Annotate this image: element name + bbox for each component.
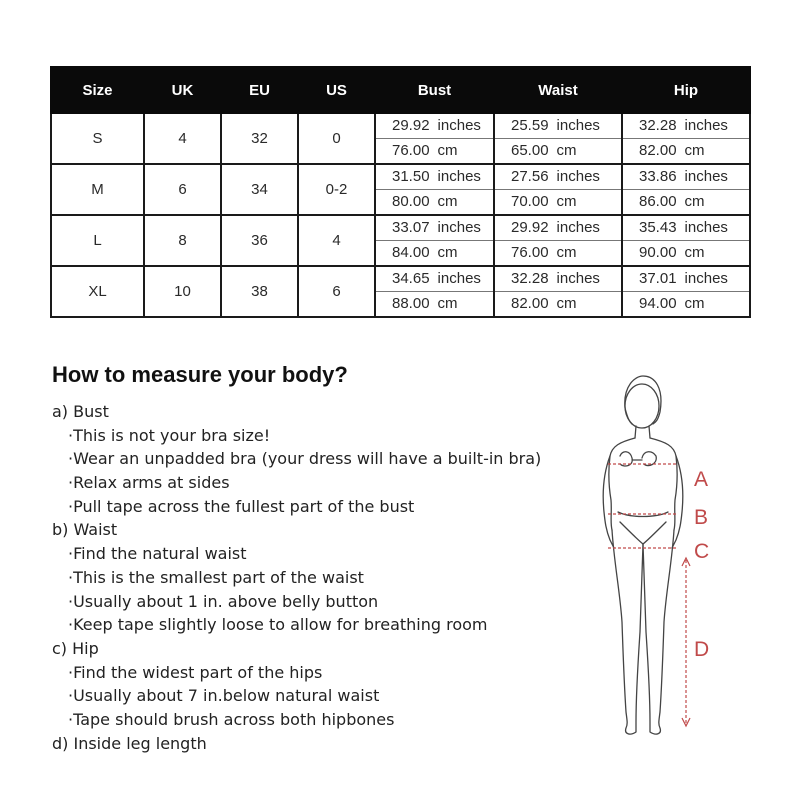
inches-unit: inches [437, 117, 481, 134]
table-header-row [51, 67, 750, 113]
list-item: ·This is the smallest part of the waist [68, 567, 364, 587]
header-uk: UK [144, 67, 221, 113]
cell-waist [494, 215, 622, 266]
cell-us: 0 [298, 113, 375, 164]
cell-hip [622, 266, 750, 317]
cell-uk: 4 [144, 113, 221, 164]
cell-uk: 10 [144, 266, 221, 317]
cm-unit: cm [556, 193, 577, 210]
cell-size: XL [51, 266, 144, 317]
hip-cm-value: 82.00 [639, 142, 677, 159]
inches-unit: inches [684, 117, 728, 134]
table-row [51, 266, 750, 317]
cm-unit: cm [684, 193, 705, 210]
cell-waist [494, 164, 622, 215]
header-eu: EU [221, 67, 298, 113]
cm-unit: cm [437, 244, 458, 261]
waist-inches-value: 29.92 [511, 219, 549, 236]
inches-unit: inches [556, 270, 600, 287]
figure-left-leg [612, 530, 643, 734]
cm-unit: cm [556, 244, 577, 261]
hip-inches-value: 32.28 [639, 117, 677, 134]
header-size: Size [51, 67, 144, 113]
hip-inches-value: 35.43 [639, 219, 677, 236]
cell-eu: 36 [221, 215, 298, 266]
list-item: ·Tape should brush across both hipbones [68, 709, 395, 729]
cell-hip [622, 164, 750, 215]
inches-unit: inches [556, 117, 600, 134]
list-item: ·Keep tape slightly loose to allow for breathing room [68, 615, 488, 635]
bust-inches-value: 34.65 [392, 270, 430, 287]
cell-eu: 38 [221, 266, 298, 317]
list-item: ·Wear an unpadded bra (your dress will have a built-in bra) [68, 449, 542, 469]
cell-hip [622, 215, 750, 266]
inches-unit: inches [684, 168, 728, 185]
label-b: B [694, 506, 709, 529]
cell-size: M [51, 164, 144, 215]
cm-unit: cm [437, 193, 458, 210]
bust-inches-value: 33.07 [392, 219, 430, 236]
list-item: ·Usually about 7 in.below natural waist [68, 686, 380, 706]
list-item: ·Relax arms at sides [68, 473, 230, 493]
label-a: A [694, 468, 709, 491]
cm-unit: cm [684, 244, 705, 261]
cell-size: S [51, 113, 144, 164]
cell-eu: 34 [221, 164, 298, 215]
inches-unit: inches [437, 219, 481, 236]
hip-inches-value: 33.86 [639, 168, 677, 185]
waist-cm-value: 65.00 [511, 142, 549, 159]
bust-inches-value: 29.92 [392, 117, 430, 134]
waist-inches-value: 32.28 [511, 270, 549, 287]
section-heading-hip: c) Hip [52, 638, 99, 658]
list-item: ·Pull tape across the fullest part of the bust [68, 496, 415, 516]
waist-inches-value: 27.56 [511, 168, 549, 185]
hip-inches-value: 37.01 [639, 270, 677, 287]
label-d: D [694, 638, 710, 661]
page-title: How to measure your body? [52, 362, 348, 387]
section-heading-waist: b) Waist [52, 520, 118, 540]
cell-uk: 6 [144, 164, 221, 215]
figure-briefs [618, 512, 668, 544]
cell-uk: 8 [144, 215, 221, 266]
bust-cm-value: 84.00 [392, 244, 430, 261]
inches-unit: inches [556, 219, 600, 236]
cm-unit: cm [437, 142, 458, 159]
cell-us: 6 [298, 266, 375, 317]
header-us: US [298, 67, 375, 113]
table-row [51, 113, 750, 164]
cell-hip [622, 113, 750, 164]
cell-us: 4 [298, 215, 375, 266]
cell-waist [494, 113, 622, 164]
inches-unit: inches [684, 270, 728, 287]
list-item: ·This is not your bra size! [68, 425, 271, 445]
waist-cm-value: 82.00 [511, 295, 549, 312]
hip-cm-value: 90.00 [639, 244, 677, 261]
bust-cm-value: 80.00 [392, 193, 430, 210]
cell-bust [375, 215, 494, 266]
cm-unit: cm [556, 295, 577, 312]
list-item: ·Find the widest part of the hips [68, 662, 323, 682]
header-hip: Hip [622, 67, 750, 113]
figure-hair [625, 376, 661, 424]
size-chart-table [50, 66, 751, 318]
waist-cm-value: 76.00 [511, 244, 549, 261]
table-row [51, 164, 750, 215]
cell-waist [494, 266, 622, 317]
bust-cm-value: 76.00 [392, 142, 430, 159]
cell-bust [375, 113, 494, 164]
cm-unit: cm [437, 295, 458, 312]
cell-size: L [51, 215, 144, 266]
cm-unit: cm [684, 142, 705, 159]
cell-bust [375, 164, 494, 215]
bust-inches-value: 31.50 [392, 168, 430, 185]
cell-bust [375, 266, 494, 317]
inches-unit: inches [437, 270, 481, 287]
hip-cm-value: 94.00 [639, 295, 677, 312]
section-heading-inside-leg: d) Inside leg length [52, 733, 207, 753]
cm-unit: cm [556, 142, 577, 159]
bust-cm-value: 88.00 [392, 295, 430, 312]
inches-unit: inches [556, 168, 600, 185]
list-item: ·Find the natural waist [68, 544, 247, 564]
waist-cm-value: 70.00 [511, 193, 549, 210]
body-measurement-figure [590, 372, 730, 772]
inches-unit: inches [684, 219, 728, 236]
label-c: C [694, 540, 710, 563]
header-bust: Bust [375, 67, 494, 113]
list-item: ·Usually about 1 in. above belly button [68, 591, 379, 611]
measurement-instructions [52, 400, 592, 755]
cm-unit: cm [684, 295, 705, 312]
cell-us: 0-2 [298, 164, 375, 215]
hip-cm-value: 86.00 [639, 193, 677, 210]
inches-unit: inches [437, 168, 481, 185]
header-waist: Waist [494, 67, 622, 113]
table-row [51, 215, 750, 266]
waist-inches-value: 25.59 [511, 117, 549, 134]
section-heading-bust: a) Bust [52, 402, 109, 421]
figure-right-leg [643, 530, 674, 734]
cell-eu: 32 [221, 113, 298, 164]
